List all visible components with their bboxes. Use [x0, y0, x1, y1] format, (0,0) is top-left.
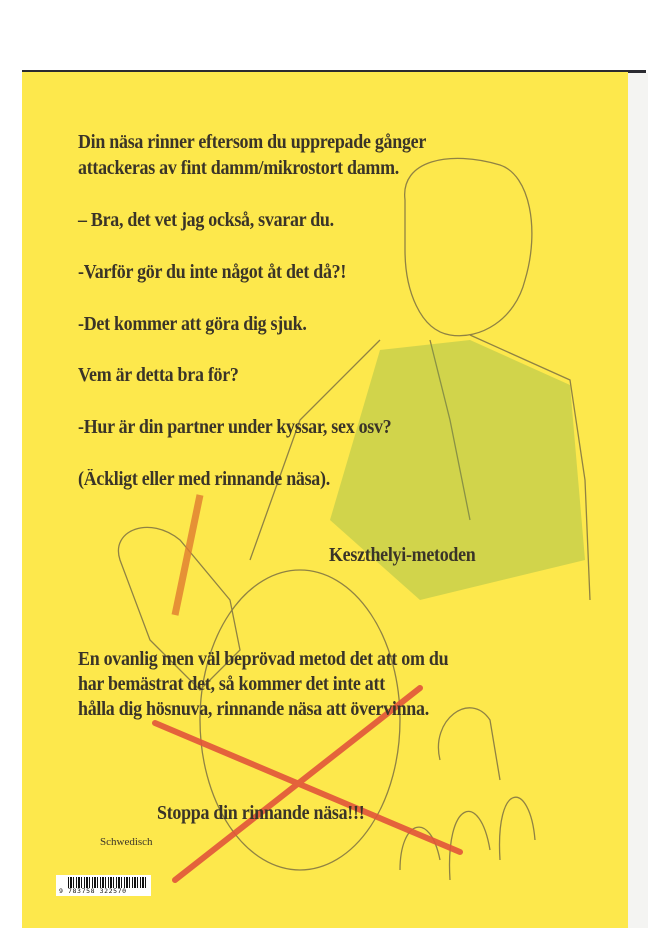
- dialogue-line: -Varför gör du inte något åt det då?!: [78, 262, 347, 283]
- dialogue-line: – Bra, det vet jag också, svarar du.: [78, 210, 334, 231]
- dialogue-line: Vem är detta bra för?: [78, 365, 239, 386]
- description-line-1: En ovanlig men väl beprövad metod det att om du: [78, 649, 449, 670]
- intro-line-1: Din näsa rinner eftersom du upprepade gånger: [78, 132, 427, 153]
- dialogue-line: -Det kommer att göra dig sjuk.: [78, 314, 307, 335]
- slogan: Stoppa din rinnande näsa!!!: [157, 803, 365, 824]
- dialogue-line: -Hur är din partner under kyssar, sex osv?: [78, 417, 392, 438]
- language-label: Schwedisch: [100, 836, 153, 848]
- intro-line-2: attackeras av fint damm/mikrostort damm.: [78, 158, 399, 179]
- head-outline: [405, 158, 532, 335]
- fingers-outline: [400, 708, 535, 880]
- description-line-2: har bemästrat det, så kommer det inte att: [78, 674, 385, 695]
- description-line-3: hålla dig hösnuva, rinnande näsa att övervinna.: [78, 699, 429, 720]
- method-name: Keszthelyi-metoden: [329, 545, 476, 566]
- pencil: [175, 495, 200, 615]
- dialogue-line: (Äckligt eller med rinnande näsa).: [78, 469, 330, 490]
- isbn-barcode: [56, 875, 151, 896]
- barcode-number: 9 783758 322570: [59, 887, 127, 895]
